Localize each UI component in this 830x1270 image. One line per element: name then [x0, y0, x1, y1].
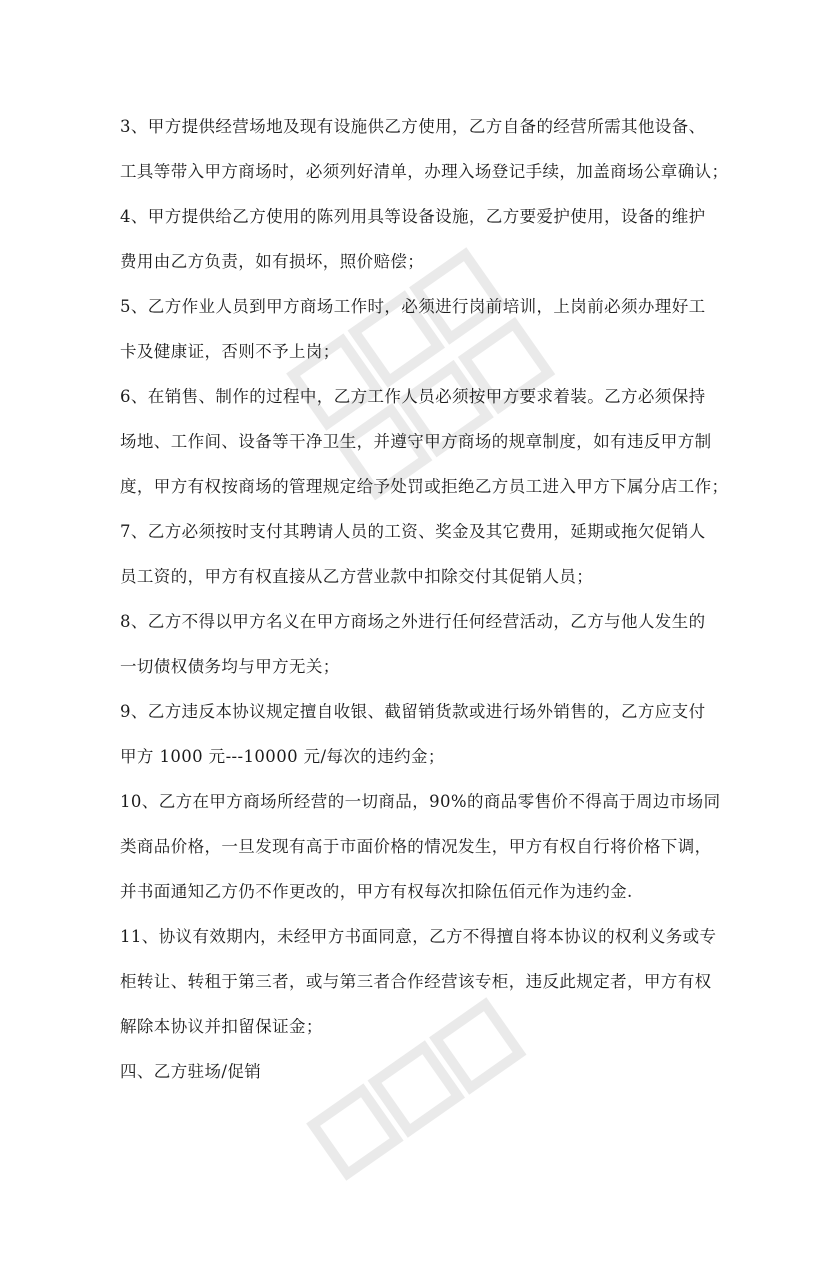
- text-line: 员工资的，甲方有权直接从乙方营业款中扣除交付其促销人员；: [120, 567, 594, 586]
- text-line: 4、甲方提供给乙方使用的陈列用具等设备设施，乙方要爱护使用，设备的维护: [120, 207, 706, 226]
- text-line: 6、在销售、制作的过程中，乙方工作人员必须按甲方要求着装。乙方必须保持: [120, 387, 706, 406]
- text-line: 甲方 1000 元---10000 元/每次的违约金；: [120, 747, 445, 766]
- text-line: 并书面通知乙方仍不作更改的，甲方有权每次扣除伍佰元作为违约金.: [120, 882, 633, 901]
- text-line: 费用由乙方负责，如有损坏，照价赔偿；: [120, 252, 425, 271]
- document-body: [120, 104, 729, 1094]
- text-line: 度，甲方有权按商场的管理规定给予处罚或拒绝乙方员工进入甲方下属分店工作；: [120, 477, 729, 496]
- text-line: 工具等带入甲方商场时，必须列好清单，办理入场登记手续，加盖商场公章确认；: [120, 162, 729, 181]
- text-line: 5、乙方作业人员到甲方商场工作时，必须进行岗前培训，上岗前必须办理好工: [120, 297, 706, 316]
- section-heading: 四、乙方驻场/促销: [120, 1062, 262, 1081]
- text-line: 一切债权债务均与甲方无关；: [120, 657, 340, 676]
- text-line: 柜转让、转租于第三者，或与第三者合作经营该专柜，违反此规定者，甲方有权: [120, 972, 712, 991]
- text-line: 10、乙方在甲方商场所经营的一切商品，90%的商品零售价不得高于周边市场同: [120, 792, 721, 811]
- text-line: 3、甲方提供经营场地及现有设施供乙方使用，乙方自备的经营所需其他设备、: [120, 117, 706, 136]
- text-line: 11、协议有效期内，未经甲方书面同意，乙方不得擅自将本协议的权利义务或专: [120, 927, 717, 946]
- text-line: 场地、工作间、设备等干净卫生，并遵守甲方商场的规章制度，如有违反甲方制: [120, 432, 712, 451]
- text-line: 7、乙方必须按时支付其聘请人员的工资、奖金及其它费用，延期或拖欠促销人: [120, 522, 706, 541]
- text-line: 类商品价格，一旦发现有高于市面价格的情况发生，甲方有权自行将价格下调，: [120, 837, 712, 856]
- text-line: 9、乙方违反本协议规定擅自收银、截留销货款或进行场外销售的，乙方应支付: [120, 702, 706, 721]
- text-line: 卡及健康证，否则不予上岗；: [120, 342, 340, 361]
- text-line: 8、乙方不得以甲方名义在甲方商场之外进行任何经营活动，乙方与他人发生的: [120, 612, 706, 631]
- text-line: 解除本协议并扣留保证金；: [120, 1017, 323, 1036]
